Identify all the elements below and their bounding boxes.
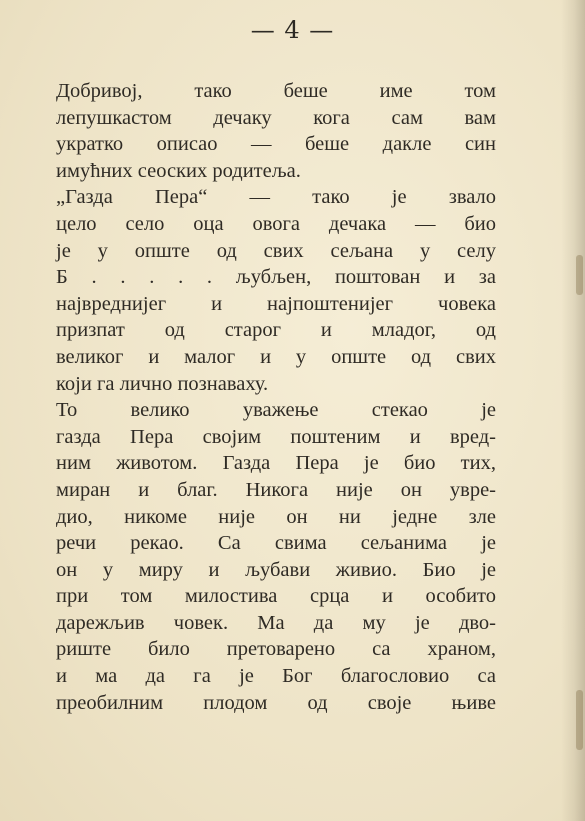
text-line: при том милостива срца и особито	[56, 585, 496, 608]
text-line: он у миру и љубави живио. Био је	[56, 558, 496, 581]
text-line: газда Пера својим поштеним и вред-	[56, 425, 496, 448]
text-line: који га лично познаваху.	[56, 372, 269, 395]
page-edge-mark	[576, 255, 583, 295]
text-line: ним животом. Газда Пера је био тих,	[56, 452, 496, 475]
text-line: укратко описао — беше дакле син	[56, 133, 496, 156]
text-line: цело село оца овога дечака — био	[56, 212, 496, 235]
text-line: призпат од старог и младог, од	[56, 319, 496, 342]
text-line: и ма да га је Бог благословио са	[56, 665, 496, 688]
text-line: највреднијег и најпоштенијег човека	[56, 292, 496, 315]
text-line: То велико уважење стекао је	[56, 399, 496, 422]
text-line: Добривој, тако беше име том	[56, 80, 496, 102]
text-line: великог и малог и у опште од свих	[56, 345, 496, 368]
page-number: — 4 —	[250, 16, 335, 44]
text-line: дарежљив човек. Ма да му је дво-	[56, 611, 496, 634]
text-line: риште било претоварено са храном,	[56, 638, 496, 661]
text-line: је у опште од свих сељана у селу	[56, 239, 496, 262]
text-line: „Газда Пера“ — тако је звало	[56, 186, 496, 209]
text-line: лепушкастом дечаку кога сам вам	[56, 106, 496, 129]
text-line: имућних сеоских родитеља.	[56, 159, 301, 182]
text-line: преобилним плодом од своје њиве	[56, 691, 496, 714]
text-line: миран и благ. Никога није он увре-	[56, 478, 496, 501]
text-line: дио, никоме није он ни једне зле	[56, 505, 496, 528]
body-text	[56, 78, 496, 716]
page-edge-mark	[576, 690, 583, 750]
text-line: Б . . . . . љубљен, поштован и за	[56, 266, 496, 289]
text-line: речи рекао. Са свима сељанима је	[56, 532, 496, 555]
